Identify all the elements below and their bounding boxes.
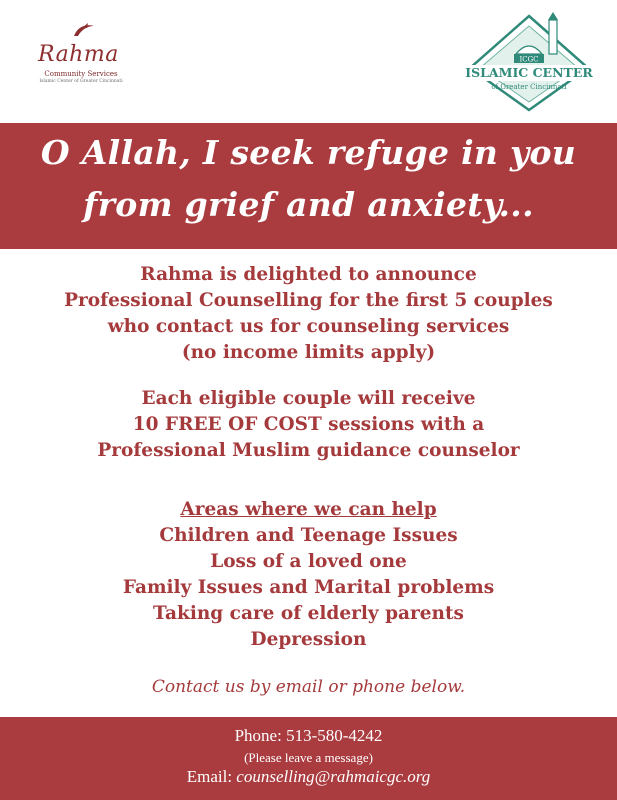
headline-line-2: from grief and anxiety...	[83, 185, 534, 224]
help-areas-block	[0, 497, 617, 653]
help-area-item: Taking care of elderly parents	[153, 603, 464, 624]
icgc-logo	[464, 10, 594, 115]
email-label: Email:	[186, 767, 237, 786]
help-area-item: Family Issues and Marital problems	[122, 577, 495, 598]
icgc-logo-line1: ISLAMIC CENTER	[465, 65, 593, 80]
phone-note: (Please leave a message)	[244, 750, 373, 765]
help-area-item: Depression	[250, 629, 367, 650]
rahma-logo-name: Rahma	[38, 42, 119, 67]
rahma-logo-sub1: Community Services	[44, 70, 118, 78]
icgc-logo-graphic	[464, 10, 594, 115]
announcement-line: (no income limits apply)	[181, 342, 436, 363]
phone-number: Phone: 513-580-4242	[234, 726, 383, 745]
rahma-logo-subtitle	[36, 70, 126, 86]
announcement-line: who contact us for counseling services	[107, 316, 510, 337]
announcement-line: Rahma is delighted to announce	[140, 264, 477, 285]
headline-line-1: O Allah, I seek refuge in you	[40, 133, 577, 172]
email-line	[0, 767, 617, 787]
icgc-logo-monogram: ICGC	[519, 55, 539, 64]
contact-prompt: Contact us by email or phone below.	[151, 677, 466, 697]
headline	[0, 127, 617, 231]
eligibility-line: 10 FREE OF COST sessions with a	[132, 414, 485, 435]
contact-footer	[0, 717, 617, 800]
icgc-logo-line2: of Greater Cincinnati	[491, 83, 567, 91]
announcement-block	[0, 262, 617, 366]
eligibility-line: Professional Muslim guidance counselor	[97, 440, 520, 461]
help-areas-heading: Areas where we can help	[180, 499, 437, 520]
eligibility-block	[0, 386, 617, 464]
help-area-item: Loss of a loved one	[210, 551, 407, 572]
rahma-swoosh-icon	[72, 22, 96, 38]
email-address[interactable]: counselling@rahmaicgc.org	[236, 767, 431, 786]
help-area-item: Children and Teenage Issues	[159, 525, 458, 546]
rahma-logo	[32, 22, 132, 92]
rahma-logo-sub2: Islamic Center of Greater Cincinnati	[39, 79, 123, 84]
announcement-line: Professional Counselling for the first 5 couples	[64, 290, 553, 311]
eligibility-line: Each eligible couple will receive	[141, 388, 476, 409]
